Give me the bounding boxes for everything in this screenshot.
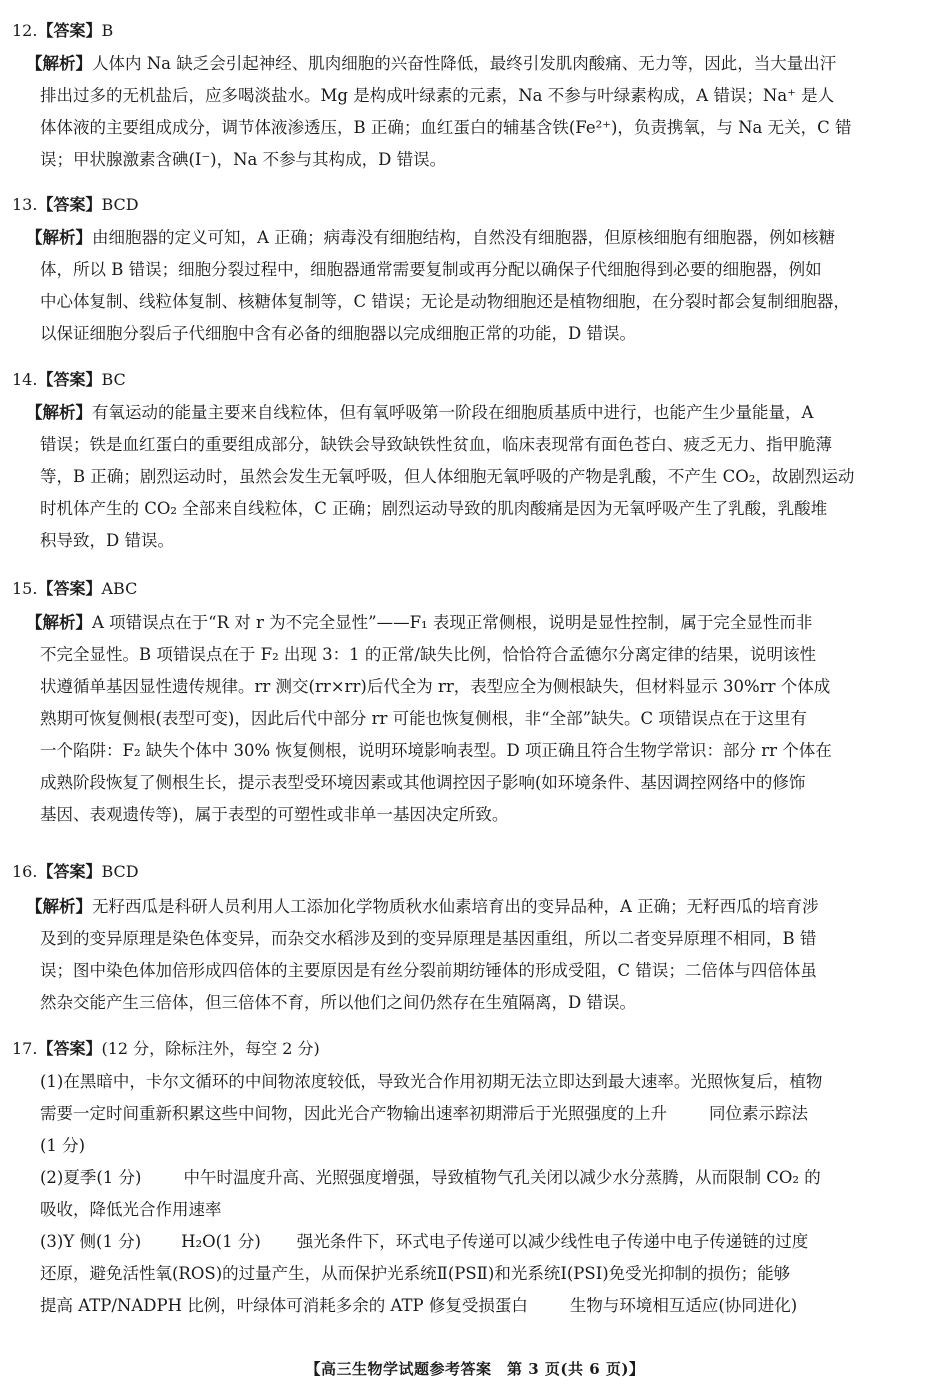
q17-number: 17. [12, 1039, 38, 1058]
q14-line-4: 时机体产生的 CO₂ 全部来自线粒体，C 正确；剧烈运动导致的肌肉酸痛是因为无氧呼吸产生了乳酸，乳酸堆 [40, 499, 828, 518]
q16-explanation-tag: 【解析】 [26, 897, 92, 916]
q17-part3-line-2: 还原，避免活性氧(ROS)的过量产生，从而保护光系统Ⅱ(PSⅡ)和光系统Ⅰ(PSⅠ)免受光抑制的损伤；能够 [40, 1264, 791, 1283]
q13-answer-tag: 【答案】 [37, 195, 102, 214]
q15-number: 15. [12, 579, 38, 598]
q16-line-1: 无籽西瓜是科研人员利用人工添加化学物质秋水仙素培育出的变异品种，A 正确；无籽西瓜的培育涉 [92, 897, 819, 916]
q15-line-1: A 项错误点在于“R 对 r 为不完全显性”——F₁ 表现正常侧根，说明是显性控制，属于完全显性而非 [92, 613, 813, 632]
q16-line-2: 及到的变异原理是染色体变异，而杂交水稻涉及到的变异原理是基因重组，所以二者变异原理不相同，B 错 [40, 929, 817, 948]
q17-part1-score: (1 分) [40, 1136, 86, 1155]
q17-part2-answer-1: (2)夏季(1 分) [40, 1168, 142, 1187]
q12-answer: B [101, 21, 114, 40]
q16-answer: BCD [101, 862, 139, 881]
page-footer: 【高三生物学试题参考答案 第 3 页(共 6 页)】 [305, 1360, 645, 1378]
q17-explanation [40, 1066, 932, 1322]
q16-answer-tag: 【答案】 [37, 862, 102, 881]
q12-line-3: 体体液的主要组成成分，调节体液渗透压，B 正确；血红蛋白的辅基含铁(Fe²⁺)，负责携氧，与 Na 无关，C 错 [40, 118, 852, 137]
q14-line-5: 积导致，D 错误。 [40, 531, 174, 550]
q13-line-1: 由细胞器的定义可知，A 正确；病毒没有细胞结构，自然没有细胞器，但原核细胞有细胞器，例如核糖 [92, 228, 836, 247]
q17-answer-tag: 【答案】 [37, 1039, 102, 1058]
q15-line-4: 熟期可恢复侧根(表型可变)，因此后代中部分 rr 可能也恢复侧根，非“全部”缺失。C 项错误点在于这里有 [40, 709, 807, 728]
q17-part1-line-1: (1)在黑暗中，卡尔文循环的中间物浓度较低，导致光合作用初期无法立即达到最大速率。光照恢复后，植物 [40, 1072, 823, 1091]
q14-line-3: 等，B 正确；剧烈运动时，虽然会发生无氧呼吸，但人体细胞无氧呼吸的产物是乳酸，不产生 CO₂，故剧烈运动 [40, 467, 855, 486]
q15-answer-line [12, 576, 137, 602]
q12-line-2: 排出过多的无机盐后，应多喝淡盐水。Mg 是构成叶绿素的元素，Na 不参与叶绿素构成，A 错误；Na⁺ 是人 [40, 86, 835, 105]
q17-part3-line-1: 强光条件下，环式电子传递可以减少线性电子传递中电子传递链的过度 [296, 1232, 809, 1251]
q12-explanation [26, 48, 932, 176]
q17-part2-line-2: 吸收，降低光合作用速率 [40, 1200, 222, 1219]
q13-answer: BCD [101, 195, 139, 214]
q14-line-1: 有氧运动的能量主要来自线粒体，但有氧呼吸第一阶段在细胞质基质中进行，也能产生少量能量，A [92, 403, 814, 422]
q13-explanation-tag: 【解析】 [26, 228, 92, 247]
q13-line-3: 中心体复制、线粒体复制、核糖体复制等，C 错误；无论是动物细胞还是植物细胞，在分裂时都会复制细胞器， [40, 292, 850, 311]
q13-answer-line [12, 192, 139, 218]
q13-line-2: 体，所以 B 错误；细胞分裂过程中，细胞器通常需要复制或再分配以确保子代细胞得到必要的细胞器，例如 [40, 260, 822, 279]
q17-part3-answer-1: (3)Y 侧(1 分) [40, 1232, 142, 1251]
q12-answer-line [12, 18, 113, 44]
q13-number: 13. [12, 195, 38, 214]
q12-number: 12. [12, 21, 38, 40]
q15-explanation-tag: 【解析】 [26, 613, 92, 632]
q17-answer-line [12, 1036, 320, 1062]
q16-number: 16. [12, 862, 38, 881]
q15-line-6: 成熟阶段恢复了侧根生长，提示表型受环境因素或其他调控因子影响(如环境条件、基因调控网络中的修饰 [40, 773, 806, 792]
q14-explanation-tag: 【解析】 [26, 403, 92, 422]
q16-explanation [26, 891, 932, 1019]
q15-answer-tag: 【答案】 [37, 579, 102, 598]
q15-explanation [26, 607, 932, 831]
q15-line-2: 不完全显性。B 项错误点在于 F₂ 出现 3：1 的正常/缺失比例，恰恰符合孟德尔分离定律的结果，说明该性 [40, 645, 816, 664]
q13-explanation [26, 222, 932, 350]
q12-line-1: 人体内 Na 缺乏会引起神经、肌肉细胞的兴奋性降低，最终引发肌肉酸痛、无力等，因此，当大量出汗 [92, 54, 837, 73]
q17-part1-answer-2: 同位素示踪法 [709, 1104, 808, 1123]
q15-answer: ABC [101, 579, 138, 598]
q12-explanation-tag: 【解析】 [26, 54, 92, 73]
q14-explanation [26, 397, 932, 557]
q17-part2-line-1: 中午时温度升高、光照强度增强，导致植物气孔关闭以减少水分蒸腾，从而限制 CO₂ 的 [183, 1168, 821, 1187]
q17-part1-line-2: 需要一定时间重新积累这些中间物，因此光合产物输出速率初期滞后于光照强度的上升 [40, 1104, 667, 1123]
q15-line-5: 一个陷阱：F₂ 缺失个体中 30% 恢复侧根，说明环境影响表型。D 项正确且符合生物学常识：部分 rr 个体在 [40, 741, 832, 760]
q15-line-7: 基因、表观遗传等)，属于表型的可塑性或非单一基因决定所致。 [40, 805, 509, 824]
q13-line-4: 以保证细胞分裂后子代细胞中含有必备的细胞器以完成细胞正常的功能，D 错误。 [40, 324, 636, 343]
q16-line-4: 然杂交能产生三倍体，但三倍体不育，所以他们之间仍然存在生殖隔离，D 错误。 [40, 993, 636, 1012]
q12-answer-tag: 【答案】 [37, 21, 102, 40]
q17-answer: (12 分，除标注外，每空 2 分) [101, 1039, 320, 1058]
q17-part3-answer-2: H₂O(1 分) [181, 1232, 261, 1251]
q12-line-4: 误；甲状腺激素含碘(I⁻)，Na 不参与其构成，D 错误。 [40, 150, 447, 169]
q16-answer-line [12, 859, 139, 885]
q17-part3-answer-4: 生物与环境相互适应(协同进化) [569, 1296, 798, 1315]
q14-answer: BC [101, 370, 126, 389]
q14-answer-tag: 【答案】 [37, 370, 102, 389]
q16-line-3: 误；图中染色体加倍形成四倍体的主要原因是有丝分裂前期纺锤体的形成受阻，C 错误；二倍体与四倍体虽 [40, 961, 817, 980]
q14-line-2: 错误；铁是血红蛋白的重要组成部分，缺铁会导致缺铁性贫血，临床表现常有面色苍白、疲乏无力、指甲脆薄 [40, 435, 832, 454]
q14-number: 14. [12, 370, 38, 389]
q17-part3-line-3: 提高 ATP/NADPH 比例，叶绿体可消耗多余的 ATP 修复受损蛋白 [40, 1296, 528, 1315]
q14-answer-line [12, 367, 126, 393]
q15-line-3: 状遵循单基因显性遗传规律。rr 测交(rr×rr)后代全为 rr，表型应全为侧根缺失，但材料显示 30%rr 个体成 [40, 677, 831, 696]
